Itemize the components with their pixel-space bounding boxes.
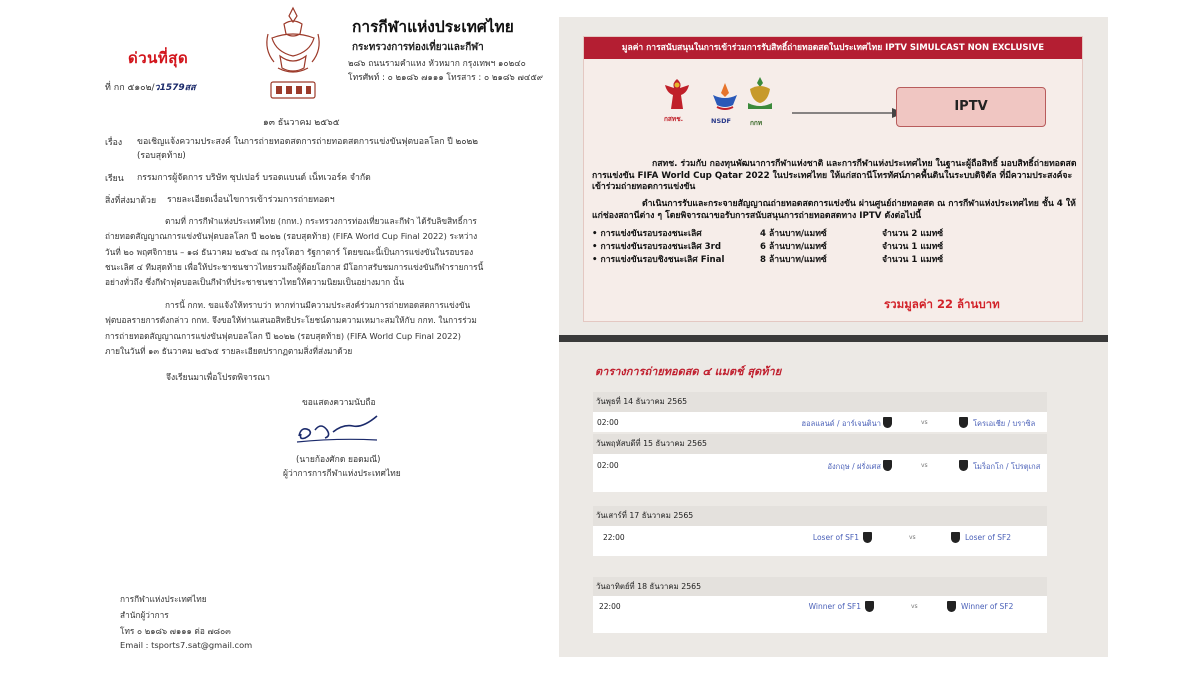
tier-count: จำนวน 1 แมทซ์: [882, 242, 944, 252]
schedule-day-header: วันพุธที่ 14 ธันวาคม 2565: [593, 392, 1047, 412]
org-phone: โทรศัพท์ : ๐ ๒๑๘๖ ๗๑๑๑ โทรสาร : ๐ ๒๑๘๖ ๗๔๕๙: [348, 73, 543, 83]
vs-label: vs: [911, 603, 918, 610]
tier-price: 6 ล้านบาท/แมทซ์: [760, 242, 827, 252]
schedule-day-header: วันอาทิตย์ที่ 18 ธันวาคม 2565: [593, 577, 1047, 597]
letter-closing-request: จึงเรียนมาเพื่อโปรดพิจารณา: [166, 373, 271, 383]
match-time: 02:00: [597, 461, 619, 470]
footer-email: Email : tsports7.sat@gmail.com: [120, 640, 253, 650]
schedule-match-row: [593, 455, 1047, 475]
official-letter: [0, 0, 545, 673]
ministry-name: กระทรวงการท่องเที่ยวและกีฬา: [352, 42, 484, 53]
schedule-match-row: [593, 596, 1047, 616]
to-text: กรรมการผู้จัดการ บริษัท ซุปเปอร์ บรอดแบนด์ เน็ทเวอร์ค จำกัด: [137, 173, 371, 183]
broadcast-info-panel: [559, 17, 1108, 657]
doc-code: ว1579สส: [154, 83, 196, 93]
letter-date: ๑๓ ธันวาคม ๒๕๖๕: [263, 118, 340, 128]
logo2-caption: NSDF: [711, 117, 731, 125]
iptv-slide: [583, 36, 1083, 322]
to-row: [105, 171, 497, 185]
schedule-match-row: [593, 527, 1047, 547]
team-shield-icon: [883, 460, 892, 471]
team-shield-icon: [959, 460, 968, 471]
team-a: Winner of SF1: [808, 602, 861, 611]
tier-name: • การแข่งขันรอบชิงชนะเลิศ Final: [592, 255, 725, 265]
signer-name: (นายก้องศักด ยอดมณี): [296, 455, 381, 465]
logo3-caption: กกท: [750, 119, 763, 127]
letter-regards: ขอแสดงความนับถือ: [302, 398, 376, 408]
subject-text: ขอเชิญแจ้งความประสงค์ ในการถ่ายทอดสดการถ่ายทอดสดการแข่งขันฟุตบอลโลก ปี ๒๐๒๒ (รอบสุดท้าย): [137, 137, 479, 161]
vs-label: vs: [909, 534, 916, 541]
match-time: 22:00: [599, 602, 621, 611]
slide-header: มูลค่า การสนับสนุนในการเข้าร่วมการรับสิทธิ์ถ่ายทอดสดในประเทศไทย IPTV SIMULCAST NON EXCLUSIVE: [584, 37, 1082, 59]
org-address: ๒๘๖ ถนนรามคำแหง หัวหมาก กรุงเทพฯ ๑๐๒๔๐: [348, 59, 526, 69]
match-time: 22:00: [603, 533, 625, 542]
document-number: [105, 80, 196, 94]
vs-label: vs: [921, 419, 928, 426]
team-b: โมร็อกโก / โปรตุเกส: [973, 462, 1041, 471]
divider: [559, 335, 1108, 342]
iptv-box: IPTV: [896, 87, 1046, 127]
to-label: เรียน: [105, 174, 124, 184]
tier-price: 4 ล้านบาท/แมทซ์: [760, 229, 827, 239]
logo1-caption: กสทช.: [664, 115, 684, 123]
team-b: โครเอเชีย / บราซิล: [973, 419, 1036, 428]
team-a: อังกฤษ / ฝรั่งเศส: [827, 462, 881, 471]
schedule-title: ตารางการถ่ายทอดสด ๔ แมตช์ สุดท้าย: [595, 365, 782, 378]
footer-tel: โทร ๐ ๒๑๘๖ ๗๑๑๑ ต่อ ๗๘๐๓: [120, 626, 231, 636]
slide-paragraph-2: ดำเนินการรับและกระจายสัญญาณถ่ายทอดสดการแข่งขัน ผ่านศูนย์ถ่ายทอดสด ณ การกีฬาแห่งประเทศไทย ชั้น 4 ให้แก่ช่องสถานีต่าง ๆ โดยพิจารณาขอรับการสนับสนุนการถ่ายทอดสดทาง IPTV ดังต่อไปนี้: [592, 199, 1076, 221]
tier-count: จำนวน 1 แมทซ์: [882, 255, 944, 265]
subject-row: [105, 135, 497, 163]
arrow-right-icon: [792, 107, 912, 119]
tier-name: • การแข่งขันรอบรองชนะเลิศ: [592, 229, 702, 239]
tier-price: 8 ล้านบาท/แมทซ์: [760, 255, 827, 265]
subject-label: เรื่อง: [105, 138, 123, 148]
schedule-day-header: วันพฤหัสบดีที่ 15 ธันวาคม 2565: [593, 434, 1047, 454]
signer-title: ผู้ว่าการการกีฬาแห่งประเทศไทย: [283, 469, 401, 479]
schedule-day-header: วันเสาร์ที่ 17 ธันวาคม 2565: [593, 506, 1047, 526]
team-shield-icon: [951, 532, 960, 543]
letter-paragraph-1: ตามที่ การกีฬาแห่งประเทศไทย (กกท.) กระทรวงการท่องเที่ยวและกีฬา ได้รับลิขสิทธิ์การถ่ายทอดสัญญาณการแข่งขันฟุตบอลโลก ปี ๒๐๒๒ (รอบสุดท้าย) (FIFA World Cup Final 2022) ระหว่างวันที่ ๒๐ พฤศจิกายน – ๑๘ ธันวาคม ๒๕๖๕ ณ กรุงโดฮา รัฐกาตาร์ โดยขณะนี้เป็นการแข่งขันในรอบรองชนะเลิศ ๔ ทีมสุดท้าย เพื่อให้ประชาชนชาวไทยรวมถึงผู้ด้อยโอกาส มีโอกาสรับชมการแข่งขันกีฬารายการนี้อย่างทั่วถึง ซึ่งกีฬาฟุตบอลเป็นกีฬาที่ประชาชนชาวไทยให้ความนิยมเป็นอย่างมาก นั้น: [105, 216, 484, 288]
team-shield-icon: [863, 532, 872, 543]
garuda-logo-icon: [660, 77, 694, 113]
attachment-label: สิ่งที่ส่งมาด้วย: [105, 196, 157, 206]
footer-org: การกีฬาแห่งประเทศไทย: [120, 594, 207, 604]
vs-label: vs: [921, 462, 928, 469]
org-name: การกีฬาแห่งประเทศไทย: [352, 17, 514, 36]
team-a: ฮอลแลนด์ / อาร์เจนตินา: [801, 419, 881, 428]
team-shield-icon: [883, 417, 892, 428]
sat-emblem-icon: [262, 4, 324, 104]
team-a: Loser of SF1: [812, 533, 859, 542]
team-shield-icon: [959, 417, 968, 428]
team-shield-icon: [947, 601, 956, 612]
footer-office: สำนักผู้ว่าการ: [120, 610, 169, 620]
total-value: รวมมูลค่า 22 ล้านบาท: [884, 297, 1000, 311]
doc-prefix: ที่ กก ๕๑๐๒/: [105, 83, 155, 93]
schedule-match-row: [593, 412, 1047, 432]
attachment-text: รายละเอียดเงื่อนไขการเข้าร่วมการถ่ายทอดฯ: [167, 195, 335, 205]
slide-paragraph-1: กสทช. ร่วมกับ กองทุนพัฒนาการกีฬาแห่งชาติ และการกีฬาแห่งประเทศไทย ในฐานะผู้ถือสิทธิ์ มอบสิทธิ์ถ่ายทอดสดการแข่งขัน FIFA World Cup Qatar 2022 ในประเทศไทย ให้แก่สถานีโทรทัศน์ภาคพื้นดินในระบบดิจิตัล ที่มีความประสงค์จะเข้าร่วมถ่ายทอดการแข่งขัน: [592, 159, 1077, 193]
tier-count: จำนวน 2 แมทซ์: [882, 229, 944, 239]
tier-name: • การแข่งขันรอบรองชนะเลิศ 3rd: [592, 242, 722, 252]
team-shield-icon: [865, 601, 874, 612]
sat-logo-icon: [742, 75, 778, 119]
attachment-row: [105, 193, 527, 207]
letter-paragraph-2: การนี้ กกท. ขอแจ้งให้ทราบว่า หากท่านมีความประสงค์ร่วมการถ่ายทอดสดการแข่งขันฟุตบอลรายการดังกล่าว กกท. จึงขอให้ท่านเสนอสิทธิประโยชน์ตามความเหมาะสมให้กับ กกท. ในการร่วมการถ่ายทอดสัญญาณการแข่งขันฟุตบอลโลก ปี ๒๐๒๒ (รอบสุดท้าย) (FIFA World Cup Final 2022) ภายในวันที่ ๑๓ ธันวาคม ๒๕๖๕ รายละเอียดปรากฏตามสิ่งที่ส่งมาด้วย: [105, 300, 477, 356]
urgent-stamp: ด่วนที่สุด: [128, 49, 189, 67]
team-b: Winner of SF2: [961, 602, 1014, 611]
team-b: Loser of SF2: [965, 533, 1012, 542]
signature-icon: [293, 412, 383, 446]
match-time: 02:00: [597, 418, 619, 427]
nsdf-logo-icon: [709, 81, 741, 117]
